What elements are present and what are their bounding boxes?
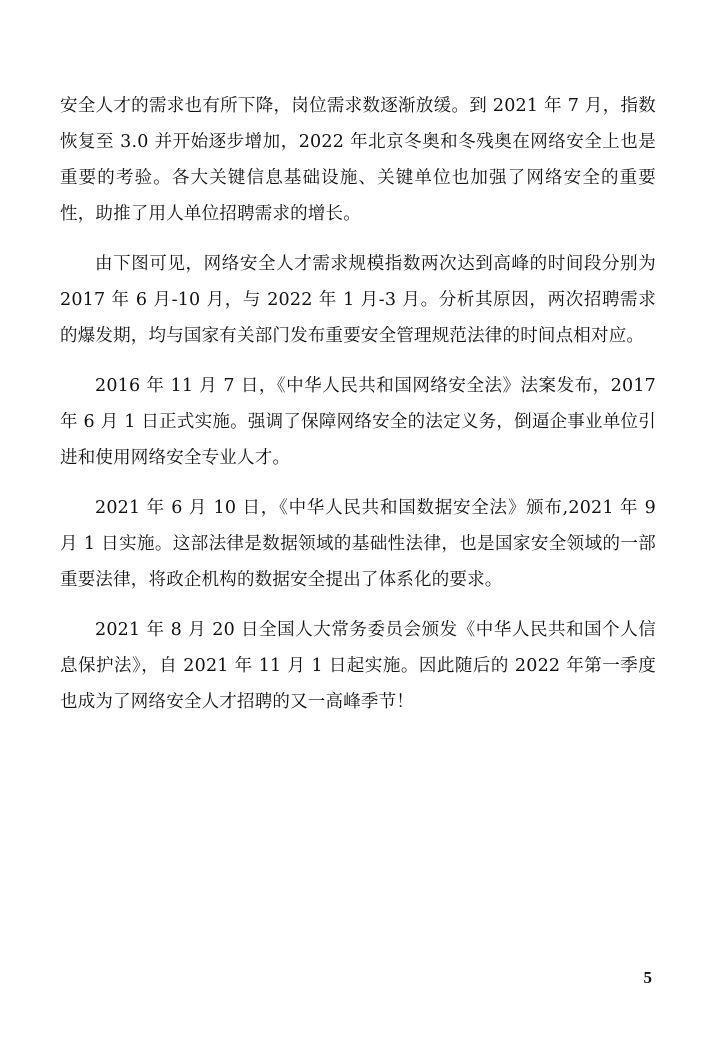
paragraph-cybersecurity-law: 2016 年 11 月 7 日，《中华人民共和国网络安全法》法案发布，2017 年 6 月 1 日正式实施。强调了保障网络安全的法定义务，倒逼企事业单位引进和使用网络安全专业人才。 [60,376,656,468]
paragraph-peak-analysis: 由下图可见，网络安全人才需求规模指数两次达到高峰的时间段分别为 2017 年 6 月-10 月，与 2022 年 1 月-3 月。分析其原因，两次招聘需求的爆发期，均与国家有关部门发布重要安全管理规范法律的时间点相对应。 [60,254,656,346]
page-number: 5 [643,968,652,987]
paragraph-data-security-law: 2021 年 6 月 10 日，《中华人民共和国数据安全法》颁布,2021 年 9 月 1 日实施。这部法律是数据领域的基础性法律，也是国家安全领域的一部重要法律，将政企机构的数据安全提出了体系化的要求。 [60,498,656,590]
paragraph-continuation: 安全人才的需求也有所下降，岗位需求数逐渐放缓。到 2021 年 7 月，指数恢复至 3.0 并开始逐步增加，2022 年北京冬奥和冬残奥在网络安全上也是重要的考验。各大关键信息基础设施、关键单位也加强了网络安全的重要性，助推了用人单位招聘需求的增长。 [60,96,656,224]
body-text [60,88,656,720]
paragraph-personal-info-law: 2021 年 8 月 20 日全国人大常务委员会颁发《中华人民共和国个人信息保护法》，自 2021 年 11 月 1 日起实施。因此随后的 2022 年第一季度也成为了网络安全人才招聘的又一高峰季节！ [60,620,656,712]
